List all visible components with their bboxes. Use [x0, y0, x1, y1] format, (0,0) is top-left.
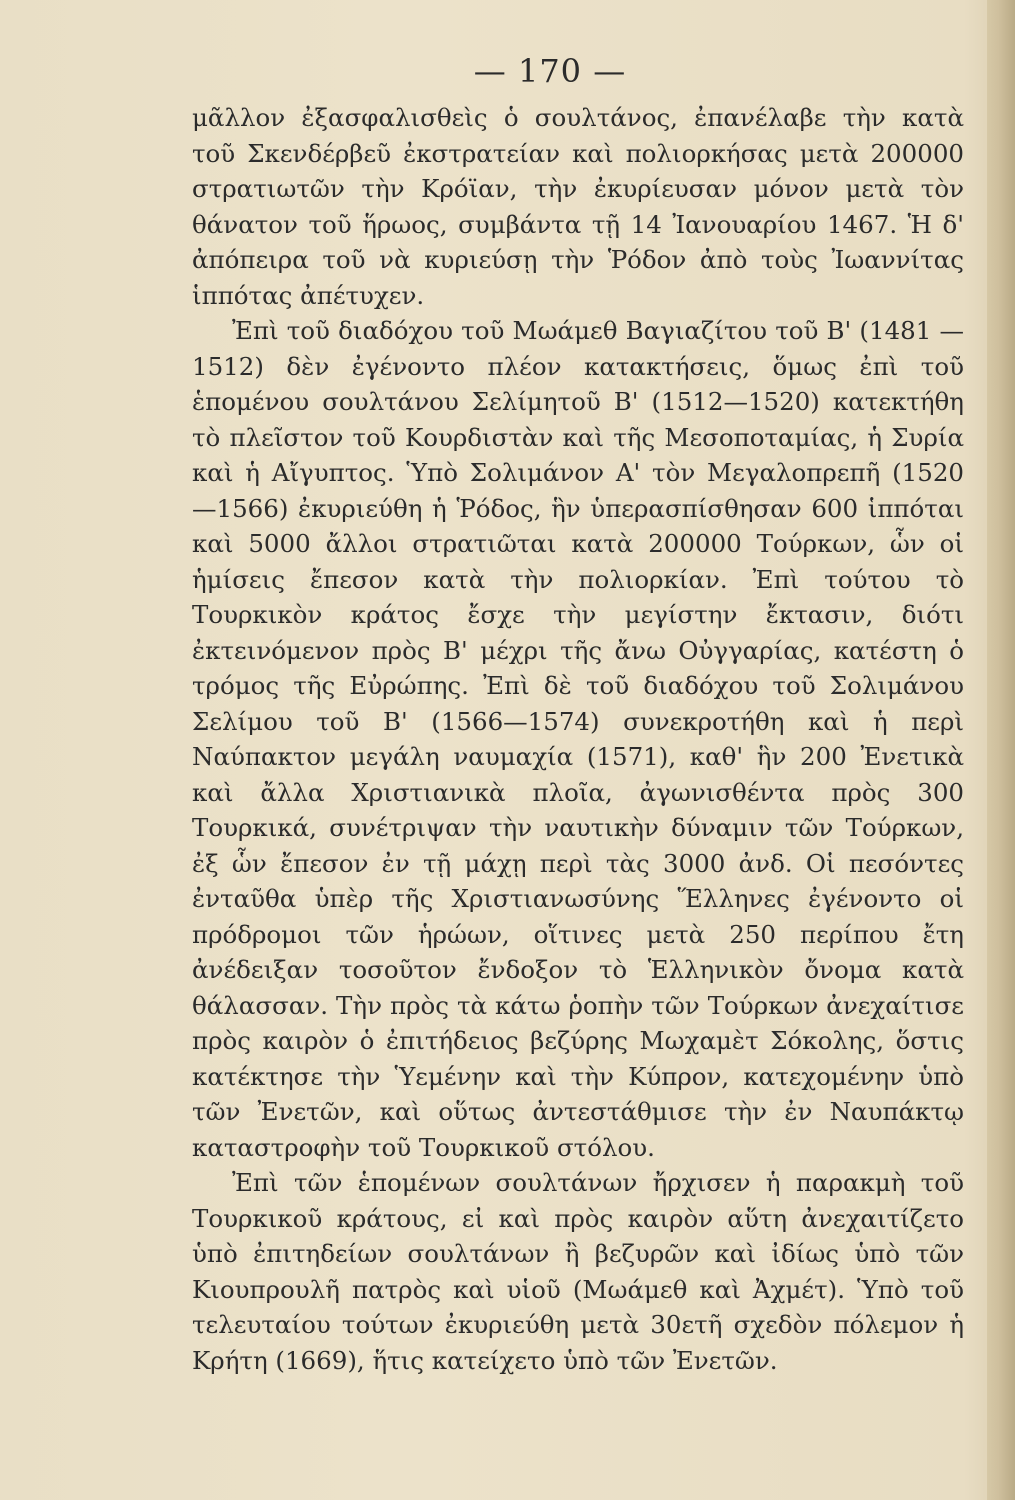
page-number: — 170 — — [473, 52, 627, 90]
paragraph-3: Ἐπὶ τῶν ἑπομένων σουλτάνων ἤρχισεν ἡ παρακμὴ τοῦ Τουρκικοῦ κράτους, εἰ καὶ πρὸς καιρὸν αὕτη ἀνεχαιτίζετο ὑπὸ ἐπιτηδείων σουλτάνων ἢ βεζυρῶν καὶ ἰδίως ὑπὸ τῶν Κιουπρουλῆ πατρὸς καὶ υἱοῦ (Μωάμεθ καὶ Ἀχμέτ). Ὑπὸ τοῦ τελευταίου τούτων ἐκυριεύθη μετὰ 30ετῆ σχεδὸν πόλεμον ἡ Κρήτη (1669), ἥτις κατείχετο ὑπὸ τῶν Ἐνετῶν. — [192, 1168, 964, 1375]
paragraph-1: μᾶλλον ἐξασφαλισθεὶς ὁ σουλτάνος, ἐπανέλαβε τὴν κατὰ τοῦ Σκενδέρβεῦ ἐκστρατείαν καὶ πολιορκήσας μετὰ 200000 στρατιωτῶν τὴν Κρόϊαν, τὴν ἐκυρίευσαν μόνον μετὰ τὸν θάνατον τοῦ ἥρωος, συμβάντα τῇ 14 Ἰανουαρίου 1467. Ἡ δ' ἀπόπειρα τοῦ νὰ κυριεύσῃ τὴν Ῥόδον ἀπὸ τοὺς Ἰωαννίτας ἱππότας ἀπέτυχεν. — [192, 103, 964, 310]
paragraph-2: Ἐπὶ τοῦ διαδόχου τοῦ Μωάμεθ Βαγιαζίτου τοῦ Β' (1481 —1512) δὲν ἐγένοντο πλέον κατακτήσεις, ὅμως ἐπὶ τοῦ ἑπομένου σουλτάνου Σελίμητοῦ Β' (1512—1520) κατεκτήθη τὸ πλεῖστον τοῦ Κουρδιστὰν καὶ τῆς Μεσοποταμίας, ἡ Συρία καὶ ἡ Αἴγυπτος. Ὑπὸ Σολιμάνον Α' τὸν Μεγαλοπρεπῆ (1520 —1566) ἐκυριεύθη ἡ Ῥόδος, ἣν ὑπερασπίσθησαν 600 ἱππόται καὶ 5000 ἄλλοι στρατιῶται κατὰ 200000 Τούρκων, ὧν οἱ ἡμίσεις ἔπεσον κατὰ τὴν πολιορκίαν. Ἐπὶ τούτου τὸ Τουρκικὸν κράτος ἔσχε τὴν μεγίστην ἔκτασιν, διότι ἐκτεινόμενον πρὸς Β' μέχρι τῆς ἄνω Οὐγγαρίας, κατέστη ὁ τρόμος τῆς Εὐρώπης. Ἐπὶ δὲ τοῦ διαδόχου τοῦ Σολιμάνου Σελίμου τοῦ Β' (1566—1574) συνεκροτήθη καὶ ἡ περὶ Ναύπακτον μεγάλη ναυμαχία (1571), καθ' ἣν 200 Ἐνετικὰ καὶ ἄλλα Χριστιανικὰ πλοῖα, ἀγωνισθέντα πρὸς 300 Τουρκικά, συνέτριψαν τὴν ναυτικὴν δύναμιν τῶν Τούρκων, ἐξ ὧν ἔπεσον ἐν τῇ μάχῃ περὶ τὰς 3000 ἀνδ. Οἱ πεσόντες ἐνταῦθα ὑπὲρ τῆς Χριστιανωσύνης Ἕλληνες ἐγένοντο οἱ πρόδρομοι τῶν ἡρώων, οἵτινες μετὰ 250 περίπου ἔτη ἀνέδειξαν τοσοῦτον ἔνδοξον τὸ Ἑλληνικὸν ὄνομα κατὰ θάλασσαν. Τὴν πρὸς τὰ κάτω ῥοπὴν τῶν Τούρκων ἀνεχαίτισε πρὸς καιρὸν ὁ ἐπιτήδειος βεζύρης Μωχαμὲτ Σόκολης, ὅστις κατέκτησε τὴν Ὑεμένην καὶ τὴν Κύπρον, κατεχομένην ὑπὸ τῶν Ἐνετῶν, καὶ οὕτως ἀντεστάθμισε τὴν ἐν Ναυπάκτῳ καταστροφὴν τοῦ Τουρκικοῦ στόλου. — [192, 316, 964, 1162]
body-text — [192, 100, 964, 1378]
book-spine-edge — [987, 0, 1015, 1500]
